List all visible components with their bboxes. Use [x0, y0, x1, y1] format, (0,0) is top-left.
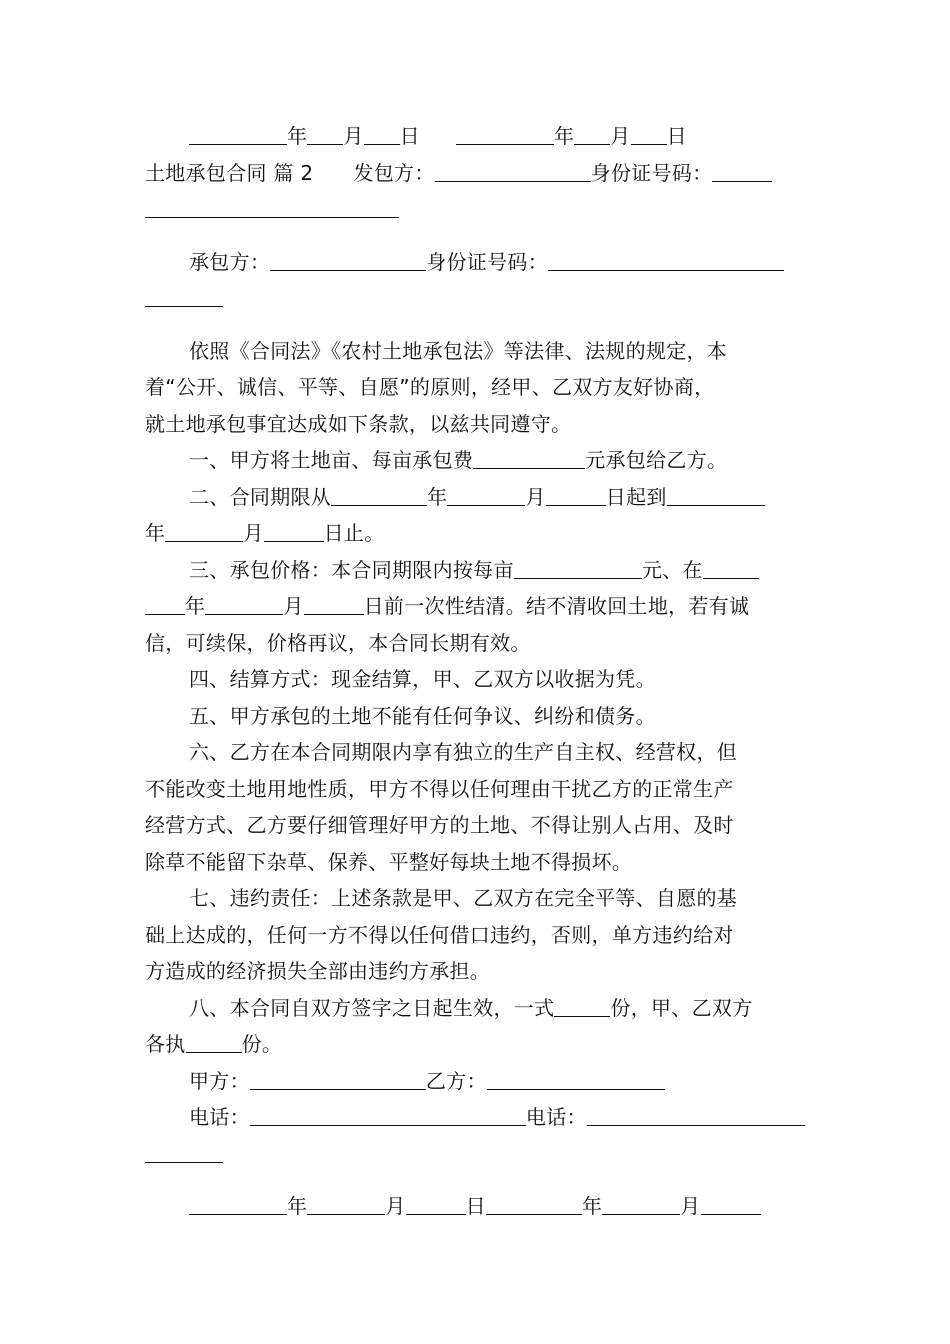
clause-6-line-1: 六、乙方在本合同期限内享有独立的生产自主权、经营权，但: [189, 740, 738, 764]
phone-line-cont: [145, 1136, 807, 1173]
clause-8: [145, 990, 807, 1027]
month-char: 月: [385, 1194, 406, 1218]
clause-6-line-4: 除草不能留下杂草、保养、平整好每块土地不得损坏。: [145, 849, 633, 874]
heading-line-cont: [145, 191, 807, 228]
clause-4: 四、结算方式：现金结算，甲、乙双方以收据为凭。: [189, 667, 656, 691]
blank: [186, 1030, 242, 1053]
blank: [145, 195, 399, 218]
heading-line: [145, 155, 807, 192]
chengbao-label: 承包方：: [189, 249, 271, 274]
day-char: 日: [666, 124, 687, 148]
party-b-label: 乙方：: [425, 1068, 487, 1093]
blank: [447, 483, 525, 506]
year-char: 年: [553, 124, 575, 148]
blank: [364, 122, 400, 145]
clause-7-line-2: 础上达成的，任何一方不得以任何借口违约，否则，单方违约给对: [145, 922, 734, 947]
blank: [667, 483, 765, 506]
year-char: 年: [287, 1194, 308, 1218]
blank: [145, 1140, 223, 1163]
blank: [554, 994, 610, 1017]
year-char: 年: [581, 1194, 603, 1218]
intro-line-1: 依照《合同法》《农村土地承包法》等法律、法规的规定，本: [189, 338, 728, 363]
blank: [703, 556, 759, 579]
phone-line: [145, 1099, 807, 1136]
year-char: 年: [287, 124, 308, 148]
clause-2-cont: [145, 515, 807, 552]
blank: [712, 159, 772, 182]
clause-8-cont: [145, 1026, 807, 1063]
blank: [631, 122, 667, 145]
blank: [486, 1192, 582, 1215]
date-line-2: [145, 1188, 807, 1225]
blank: [189, 122, 287, 145]
signature-line: [145, 1063, 807, 1100]
clause-1: [145, 442, 807, 479]
phone-label: 电话：: [189, 1105, 250, 1129]
blank: [473, 446, 585, 469]
blank: [514, 556, 642, 579]
chengbao-line: [145, 244, 807, 281]
clause-text: 份。: [241, 1032, 283, 1056]
clause-2: [145, 479, 807, 516]
blank: [145, 592, 185, 615]
blank: [587, 1103, 805, 1126]
clause-text: 八、本合同自双方签字之日起生效，一式: [189, 995, 555, 1020]
clause-text: 日前一次性结清。结不清收回土地，若有诚: [363, 594, 750, 618]
intro-line-3: 就土地承包事宜达成如下条款，以兹共同遵守。: [145, 411, 572, 436]
month-char: 月: [610, 124, 631, 148]
blank: [205, 592, 283, 615]
blank: [701, 1192, 761, 1215]
blank: [145, 284, 223, 307]
contract-body: [145, 118, 807, 1225]
clause-text: 元、在: [641, 557, 703, 582]
party-a-label: 甲方：: [189, 1068, 250, 1093]
blank: [304, 592, 364, 615]
clause-text: 日起到: [605, 484, 667, 509]
blank: [270, 248, 426, 271]
clause-7-line-1: 七、违约责任：上述条款是甲、乙双方在完全平等、自愿的基: [189, 886, 738, 910]
blank: [602, 1192, 680, 1215]
month-char: 月: [525, 484, 546, 509]
blank: [264, 519, 324, 542]
blank: [307, 122, 343, 145]
clause-3-line-3: 信，可续保，价格再议，本合同长期有效。: [145, 630, 531, 655]
month-char: 月: [283, 594, 304, 618]
id-label: 身份证号码：: [426, 249, 549, 274]
blank: [307, 1192, 385, 1215]
clause-text: 各执: [145, 1032, 186, 1056]
clause-text: 元承包给乙方。: [585, 448, 728, 472]
blank: [250, 1103, 526, 1126]
blank: [165, 519, 243, 542]
clause-3: [145, 552, 807, 589]
clause-text: 二、合同期限从: [189, 484, 332, 509]
month-char: 月: [343, 124, 364, 148]
clause-3-cont: [145, 588, 807, 625]
blank: [546, 483, 606, 506]
blank: [574, 122, 610, 145]
clause-6-line-3: 经营方式、乙方要仔细管理好甲方的土地、不得让别人占用、及时: [145, 813, 734, 837]
blank: [456, 122, 554, 145]
clause-7-line-3: 方造成的经济损失全部由违约方承担。: [145, 959, 491, 983]
blank: [406, 1192, 466, 1215]
intro-line-2: 着“公开、诚信、平等、自愿”的原则，经甲、乙双方友好协商，: [145, 375, 715, 399]
clause-text: 三、承包价格：本合同期限内按每亩: [189, 557, 514, 582]
chengbao-line-cont: [145, 280, 807, 317]
clause-text: 日止。: [323, 521, 385, 545]
phone-label: 电话：: [525, 1105, 587, 1129]
blank: [548, 248, 784, 271]
day-char: 日: [399, 124, 420, 148]
blank: [435, 159, 591, 182]
month-char: 月: [680, 1194, 701, 1218]
clause-5: 五、甲方承包的土地不能有任何争议、纠纷和债务。: [189, 703, 656, 728]
clause-text: 份，甲、乙双方: [610, 995, 753, 1020]
clause-text: 一、甲方将土地亩、每亩承包费: [189, 448, 474, 472]
day-char: 日: [465, 1194, 486, 1218]
blank: [331, 483, 427, 506]
year-char: 年: [145, 521, 166, 545]
clause-6-line-2: 不能改变土地用地性质，甲方不得以任何理由干扰乙方的正常生产: [145, 776, 734, 801]
contract-title: 土地承包合同 篇 2: [145, 160, 314, 185]
year-char: 年: [185, 594, 206, 618]
month-char: 月: [243, 521, 264, 545]
blank: [189, 1192, 287, 1215]
fabaofang-label: 发包方：: [353, 160, 435, 185]
blank: [250, 1067, 426, 1090]
blank: [487, 1067, 665, 1090]
year-char: 年: [427, 484, 448, 509]
id-label: 身份证号码：: [590, 160, 713, 185]
date-line-1: [145, 118, 807, 155]
